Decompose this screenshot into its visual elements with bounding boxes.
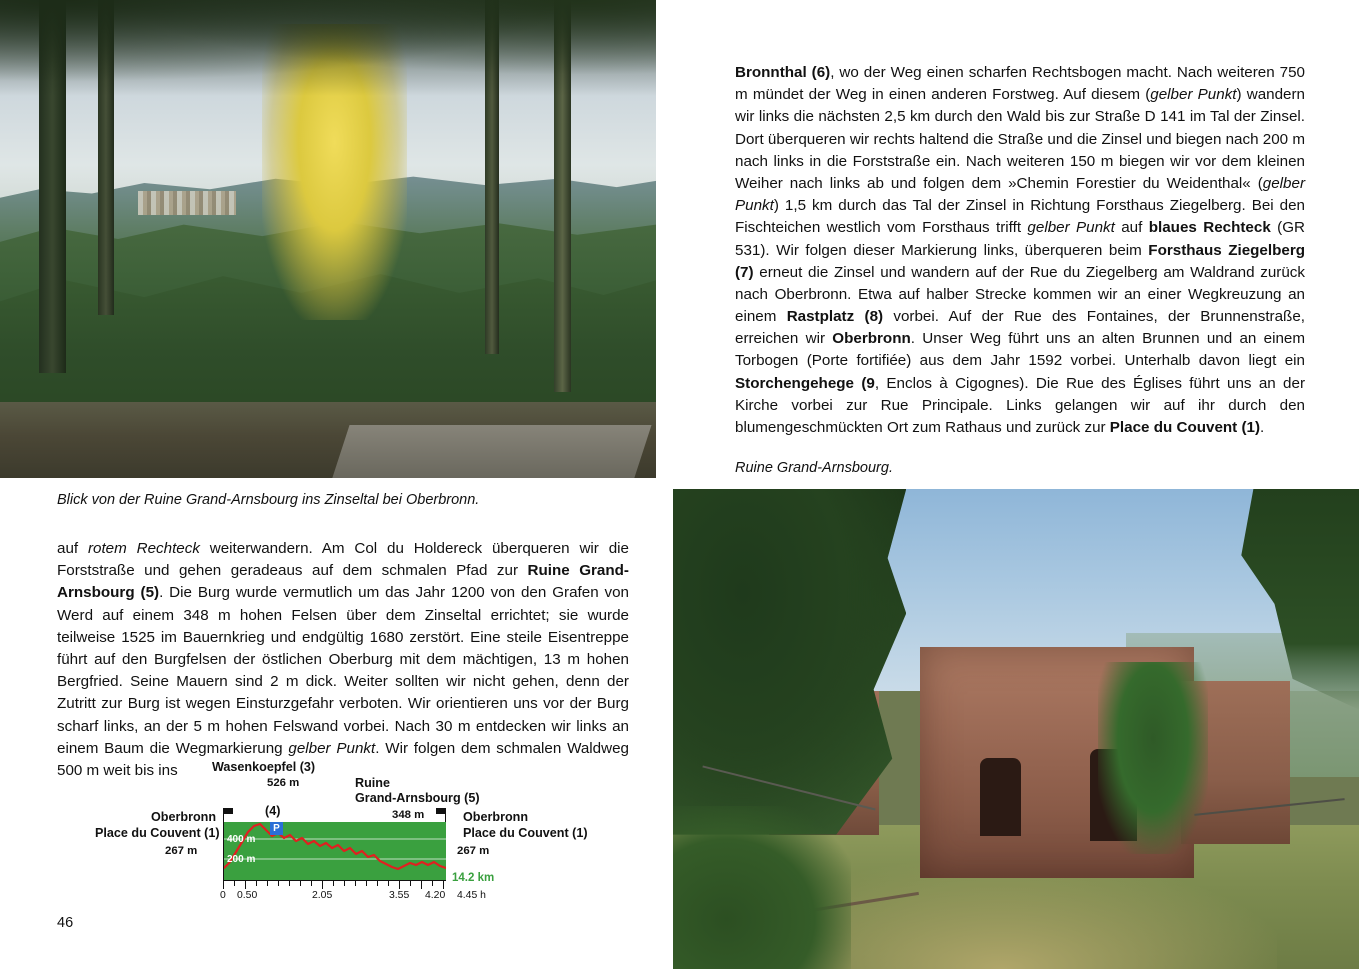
profile-x-label-050: 0.50: [237, 890, 258, 901]
photo-path-layer: [333, 425, 652, 478]
profile-label-ruine-line1: Ruine: [355, 776, 390, 790]
profile-chart-area: [223, 822, 446, 881]
profile-total-distance: 14.2 km: [452, 872, 495, 884]
left-body-paragraph: auf rotem Rechteck weiterwandern. Am Col du Holdereck überqueren wir die Forststraße und gehen geradeaus auf dem schmalen Pfad zur Ruine Grand-Arnsbourg (5). Die Burg wurde vermutlich um das Jahr 1200 von den Grafen von Werd auf einem 348 m hohen Felsen über dem Zinseltal errichtet; sie wurde teilweise 1525 im Bauernkrieg und endgültig 1680 zerstört. Eine steile Eisentreppe führt auf den Burgfelsen der östlichen Oberburg mit dem mächtigen, 13 m hohen Bergfried. Seine Mauern sind 2 m dick. Weiter sollten wir nicht gehen, denn der Zutritt zur Burg ist wegen Einsturzgefahr verboten. Wir orientieren uns vor der Burg scharf links, an der 5 m hohen Felswand vorbei. Nach 30 m entdecken wir links an einem Baum die Wegmarkierung gelber Punkt. Wir folgen dem schmalen Waldweg 500 m weit bis ins: [57, 540, 630, 779]
profile-alt-end: 267 m: [457, 845, 490, 857]
profile-y-label-400: 400 m: [227, 834, 256, 845]
photo2-ruin-window-1: [980, 758, 1021, 836]
right-body-text: [735, 62, 1305, 439]
page-number: 46: [57, 915, 74, 931]
profile-label-start-line2: Place du Couvent (1): [95, 826, 220, 840]
profile-y-label-200: 200 m: [227, 854, 256, 865]
profile-x-ticks: [223, 880, 446, 889]
profile-label-wasenkoepfel: Wasenkoepfel (3): [212, 760, 316, 774]
profile-x-label-205: 2.05: [312, 890, 333, 901]
photo2-ivy: [1098, 662, 1208, 854]
photo2-treeline-left: [673, 489, 906, 835]
photo2-foreground-bush: [673, 806, 851, 969]
photo-zinseltal-view: [0, 0, 656, 478]
profile-alt-start: 267 m: [165, 845, 198, 857]
profile-x-label-420: 4.20: [425, 890, 446, 901]
profile-alt-ruine: 348 m: [392, 809, 425, 821]
profile-alt-wasenkoepfel: 526 m: [267, 777, 300, 789]
profile-label-ruine-line2: Grand-Arnsbourg (5): [355, 791, 480, 805]
photo-ruine-grand-arnsbourg: [673, 489, 1359, 969]
profile-parking-marker: P: [270, 822, 283, 835]
right-body-paragraph: Bronnthal (6), wo der Weg einen scharfen Rechtsbogen macht. Nach weiteren 750 m mündet der Weg in einen anderen Forstweg. Auf diesem (gelber Punkt) wandern wir links die nächsten 2,5 km durch den Wald bis zur Straße D 141 im Tal der Zinsel. Dort überqueren wir rechts haltend die Straße und die Zinsel und biegen nach 200 m nach links in die Forststraße ein. Nach weiteren 150 m biegen wir vor dem kleinen Weiher nach links ab und folgen dem »Chemin Forestier du Weidenthal« (gelber Punkt) 1,5 km durch das Tal der Zinsel in Richtung Forsthaus Ziegelberg. Bei den Fischteichen westlich vom Forsthaus trifft gelber Punkt auf blaues Rechteck (GR 531). Wir folgen dieser Markierung links, überqueren beim Forsthaus Ziegelberg (7) erneut die Zinsel und wandern auf der Rue du Ziegelberg am Waldrand zurück nach Oberbronn. Etwa auf halber Strecke kommen wir an einer Wegkreuzung an einem Rastplatz (8) vorbei. Auf der Rue des Fontaines, der Brunnenstraße, erreichen wir Oberbronn. Unser Weg führt uns an alten Brunnen und an einem Torbogen (Porte fortifiée) aus dem Jahr 1592 vorbei. Unterhalb davon liegt ein Storchengehege (9, Enclos à Cigognes). Die Rue des Églises führt uns an der Kirche vorbei zur Rue Principale. Links gelangen wir auf ihr durch den blumengeschmückten Ort zum Rathaus und zurück zur Place du Couvent (1).: [735, 64, 1306, 436]
photo-village-layer: [138, 191, 236, 215]
profile-label-start-line1: Oberbronn: [151, 810, 217, 824]
left-body-text: [57, 538, 629, 782]
profile-label-end-line2: Place du Couvent (1): [463, 826, 588, 840]
profile-end-pole: [445, 808, 446, 822]
profile-label-end-line1: Oberbronn: [463, 810, 529, 824]
profile-curve: [224, 822, 446, 880]
profile-x-label-355: 3.55: [389, 890, 410, 901]
profile-x-labels: [207, 890, 486, 904]
elevation-profile: [57, 760, 629, 912]
profile-start-flag: [224, 808, 233, 814]
photo-canopy-layer: [0, 0, 656, 96]
profile-x-label-445: 4.45 h: [457, 890, 486, 901]
right-photo-caption: Ruine Grand-Arnsbourg.: [735, 460, 893, 476]
profile-x-label-0: 0: [220, 890, 226, 901]
profile-label-point4: (4): [265, 804, 281, 818]
profile-end-flag: [436, 808, 445, 814]
left-photo-caption: Blick von der Ruine Grand-Arnsbourg ins Zinseltal bei Oberbronn.: [57, 492, 480, 508]
